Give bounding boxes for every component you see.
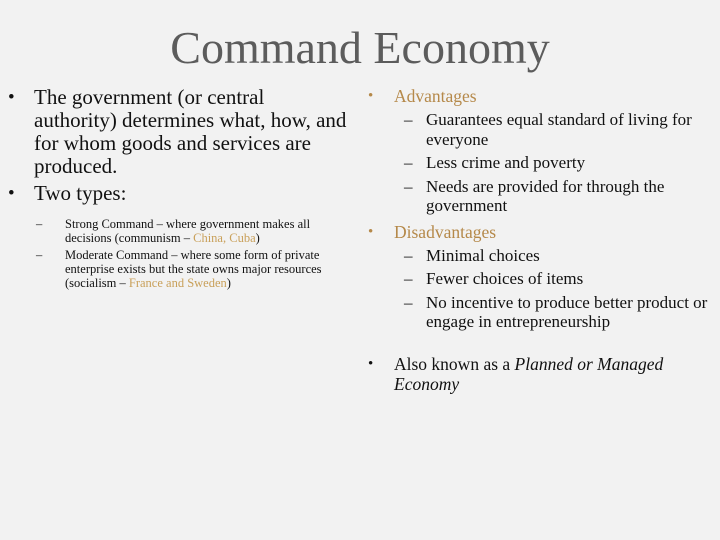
- dash-icon: –: [404, 292, 413, 312]
- bullet-text: Two types:: [34, 181, 127, 205]
- dash-icon: –: [404, 153, 413, 172]
- advantages-heading: [368, 86, 713, 106]
- type-text-end: ): [255, 231, 260, 245]
- also-known-as: [368, 354, 713, 394]
- advantage-item: [368, 110, 713, 149]
- disadvantage-text: No incentive to produce better product or engage in entrepreneurship: [426, 292, 708, 331]
- slide-title: Command Economy: [170, 22, 550, 73]
- type-examples: France and Sweden: [128, 276, 227, 290]
- bullet-dot-icon: •: [8, 87, 15, 108]
- also-emphasis: Planned or Managed Economy: [394, 353, 664, 394]
- type-examples: China, Cuba: [193, 231, 256, 245]
- bullet-government-determines: [8, 86, 348, 178]
- dash-icon: –: [404, 245, 413, 265]
- disadvantages-heading: [368, 222, 713, 242]
- advantages-label: Advantages: [394, 86, 477, 106]
- bullet-text: The government (or central authority) determines what, how, and for whom goods and services are produced.: [34, 85, 347, 178]
- bullet-dot-icon: •: [368, 88, 374, 104]
- dash-icon: –: [404, 110, 413, 129]
- dash-icon: –: [36, 248, 43, 262]
- advantage-text: Less crime and poverty: [426, 153, 586, 172]
- advantages-list: [368, 110, 713, 216]
- type-text-end: ): [226, 276, 231, 290]
- bullet-dot-icon: •: [368, 223, 374, 240]
- advantage-item: [368, 153, 713, 173]
- disadvantage-item: [368, 246, 713, 266]
- disadvantage-item: [368, 293, 713, 332]
- advantage-text: Needs are provided for through the government: [426, 176, 665, 215]
- type-text: Moderate Command – where some form of private enterprise exists but the state owns major resources (socialism –: [65, 248, 322, 290]
- advantage-item: [368, 177, 713, 216]
- dash-icon: –: [404, 176, 413, 196]
- disadvantage-text: Minimal choices: [426, 245, 540, 265]
- disadvantages-list: [368, 246, 713, 332]
- type-moderate-command: [8, 248, 348, 290]
- disadvantages-label: Disadvantages: [394, 221, 497, 242]
- bullet-dot-icon: •: [8, 183, 15, 204]
- bullet-two-types: [8, 182, 348, 205]
- bullet-dot-icon: •: [368, 355, 374, 372]
- left-column: [8, 86, 348, 293]
- disadvantage-item: [368, 269, 713, 289]
- type-strong-command: [8, 217, 348, 245]
- advantage-text: Guarantees equal standard of living for everyone: [426, 110, 692, 149]
- right-column: [368, 86, 713, 394]
- type-text: Strong Command – where government makes all decisions (communism –: [65, 217, 311, 245]
- disadvantage-text: Fewer choices of items: [426, 269, 584, 288]
- dash-icon: –: [404, 269, 413, 288]
- also-prefix: Also known as a: [394, 353, 515, 374]
- dash-icon: –: [36, 217, 43, 231]
